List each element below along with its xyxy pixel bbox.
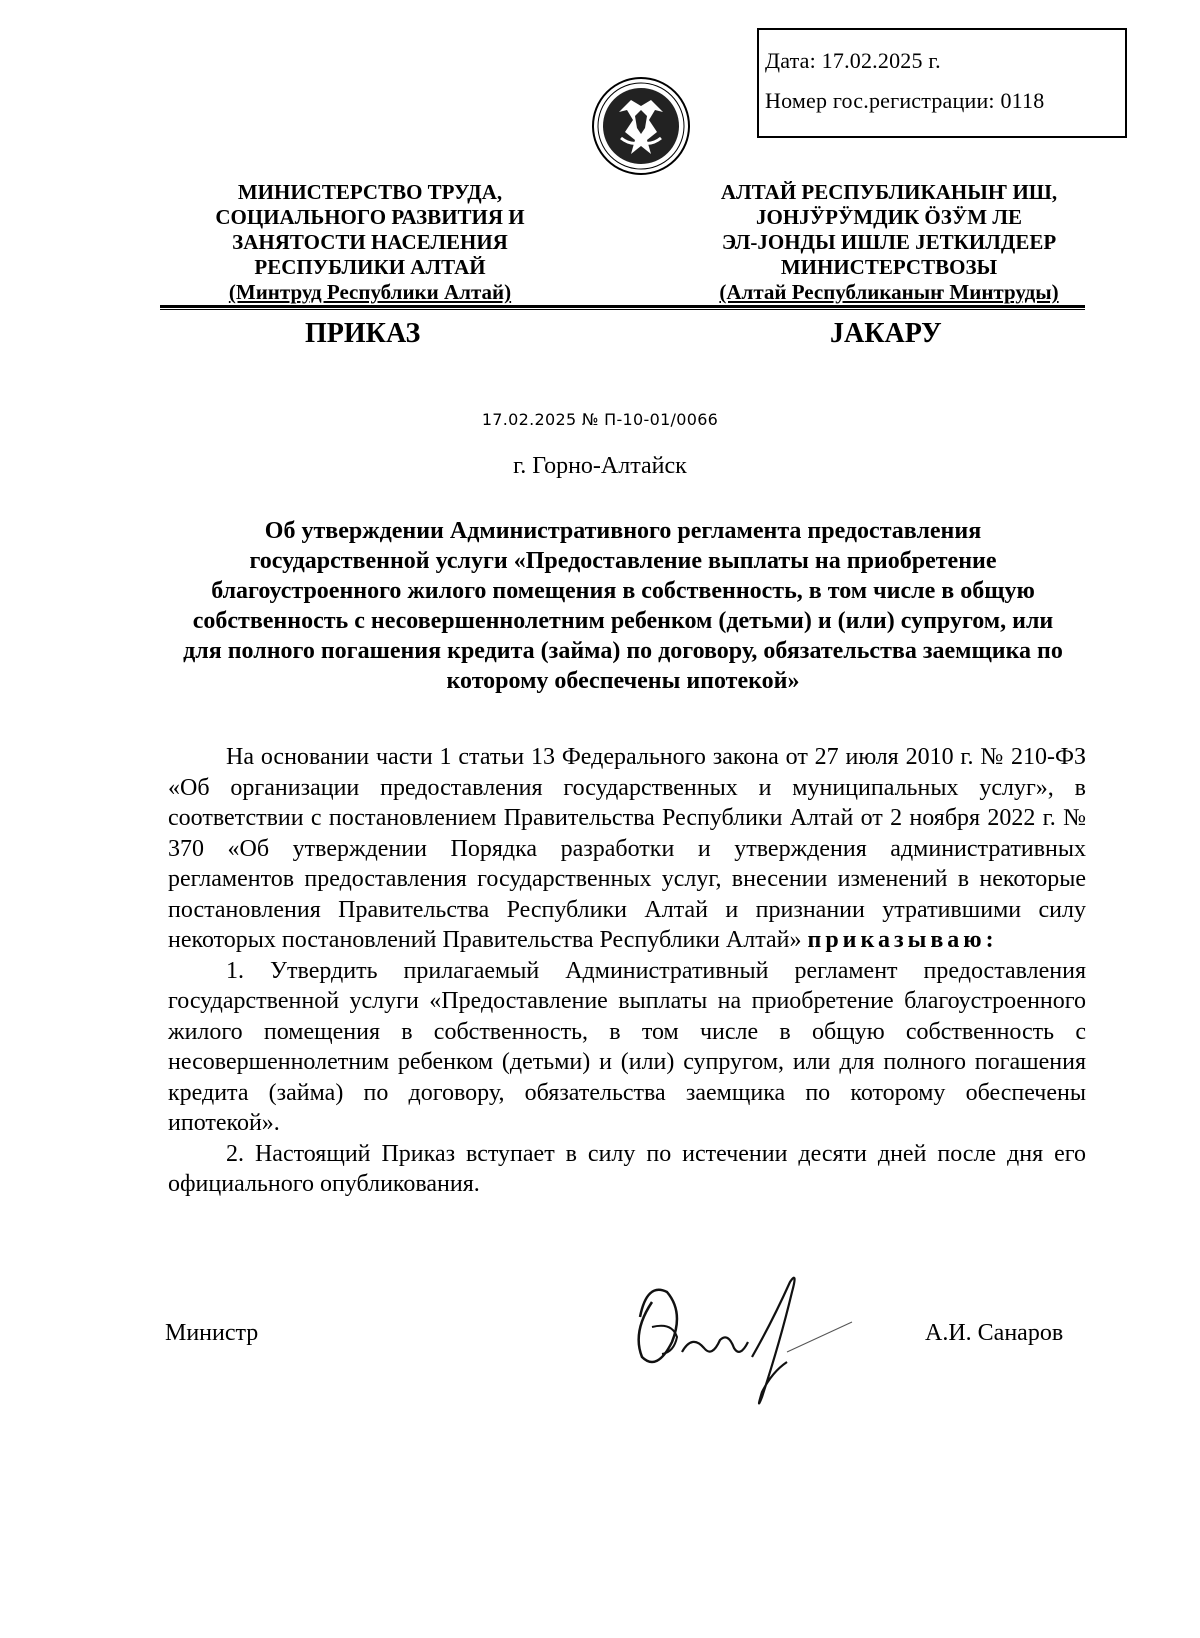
registration-number: [765, 88, 1125, 114]
ministry-short-name: (Алтай Республиканыҥ Минтруды): [719, 280, 1059, 304]
ministry-header-line: МИНИСТЕРСТВОЗЫ: [780, 255, 998, 279]
registration-box: [757, 28, 1127, 138]
header-divider-thin: [160, 309, 1085, 310]
ministry-header-line: ЭЛ-ЈОНДЫ ИШЛЕ ЈЕТКИЛДЕЕР: [721, 230, 1057, 254]
document-city: г. Горно-Алтайск: [513, 453, 687, 479]
ministry-header-line: ЗАНЯТОСТИ НАСЕЛЕНИЯ: [232, 230, 508, 254]
registration-date: [765, 48, 1125, 74]
registration-date-value: 17.02.2025 г.: [821, 48, 941, 73]
registration-number-label: Номер гос.регистрации:: [765, 88, 995, 113]
document-title: Об утверждении Административного регламента предоставления государственной услуги «Предоставление выплаты на приобретение благоустроенного жилого помещения в собственность, в том числе в общую собственность с несовершеннолетним ребенком (детьми) и (или) супругом, или для полного погашения кредита (займа) по договору, обязательства заемщика по которому обеспечены ипотекой»: [183, 518, 1063, 694]
signatory-name: А.И. Санаров: [925, 1320, 1064, 1346]
document-number: 17.02.2025 № П-10-01/0066: [481, 410, 719, 429]
preamble-paragraph: [168, 742, 1086, 956]
ministry-header-line: ЈОНЈӰРӰМДИК ӦЗӰМ ЛЕ: [756, 205, 1022, 229]
ministry-header-line: СОЦИАЛЬНОГО РАЗВИТИЯ И: [215, 205, 525, 229]
ministry-header-line: РЕСПУБЛИКИ АЛТАЙ: [254, 255, 486, 279]
ministry-header-russian: [160, 180, 580, 305]
ministry-header-line: АЛТАЙ РЕСПУБЛИКАНЫҤ ИШ,: [720, 180, 1058, 204]
handwritten-signature: [612, 1262, 862, 1422]
signatory-role: Министр: [165, 1320, 259, 1346]
item-1-paragraph: 1. Утвердить прилагаемый Административный регламент предоставления государственной услуги «Предоставление выплаты на приобретение благоустроенного жилого помещения в собственность, в том числе в общую собственность с несовершеннолетним ребенком (детьми) и (или) супругом, или для полного погашения кредита (займа) по договору, обязательства заемщика по которому обеспечены ипотекой».: [168, 957, 1086, 1136]
preamble-text: На основании части 1 статьи 13 Федерального закона от 27 июля 2010 г. № 210-ФЗ «Об организации предоставления государственных и муниципальных услуг», в соответствии с постановлением Правительства Республики Алтай от 2 ноября 2022 г. № 370 «Об утверждении Порядка разработки и утверждения административных регламентов предоставления государственных услуг, внесении изменений в некоторые постановления Правительства Республики Алтай и признании утратившими силу некоторых постановлений Правительства Республики Алтай»: [168, 744, 1086, 953]
ministry-short-name: (Минтруд Республики Алтай): [228, 280, 512, 304]
ministry-header-altai: [694, 180, 1084, 305]
doc-type-altai: ЈАКАРУ: [830, 318, 942, 349]
order-word: приказываю:: [807, 927, 998, 953]
header-divider: [160, 305, 1085, 308]
item-2-paragraph: 2. Настоящий Приказ вступает в силу по истечении десяти дней после дня его официального опубликования.: [168, 1140, 1086, 1197]
altai-coat-of-arms-icon: [591, 76, 691, 176]
ministry-header-line: МИНИСТЕРСТВО ТРУДА,: [237, 180, 503, 204]
registration-number-value: 0118: [1000, 88, 1045, 113]
doc-type-russian: ПРИКАЗ: [305, 318, 421, 349]
document-body: [168, 742, 1086, 1200]
registration-date-label: Дата:: [765, 48, 816, 73]
